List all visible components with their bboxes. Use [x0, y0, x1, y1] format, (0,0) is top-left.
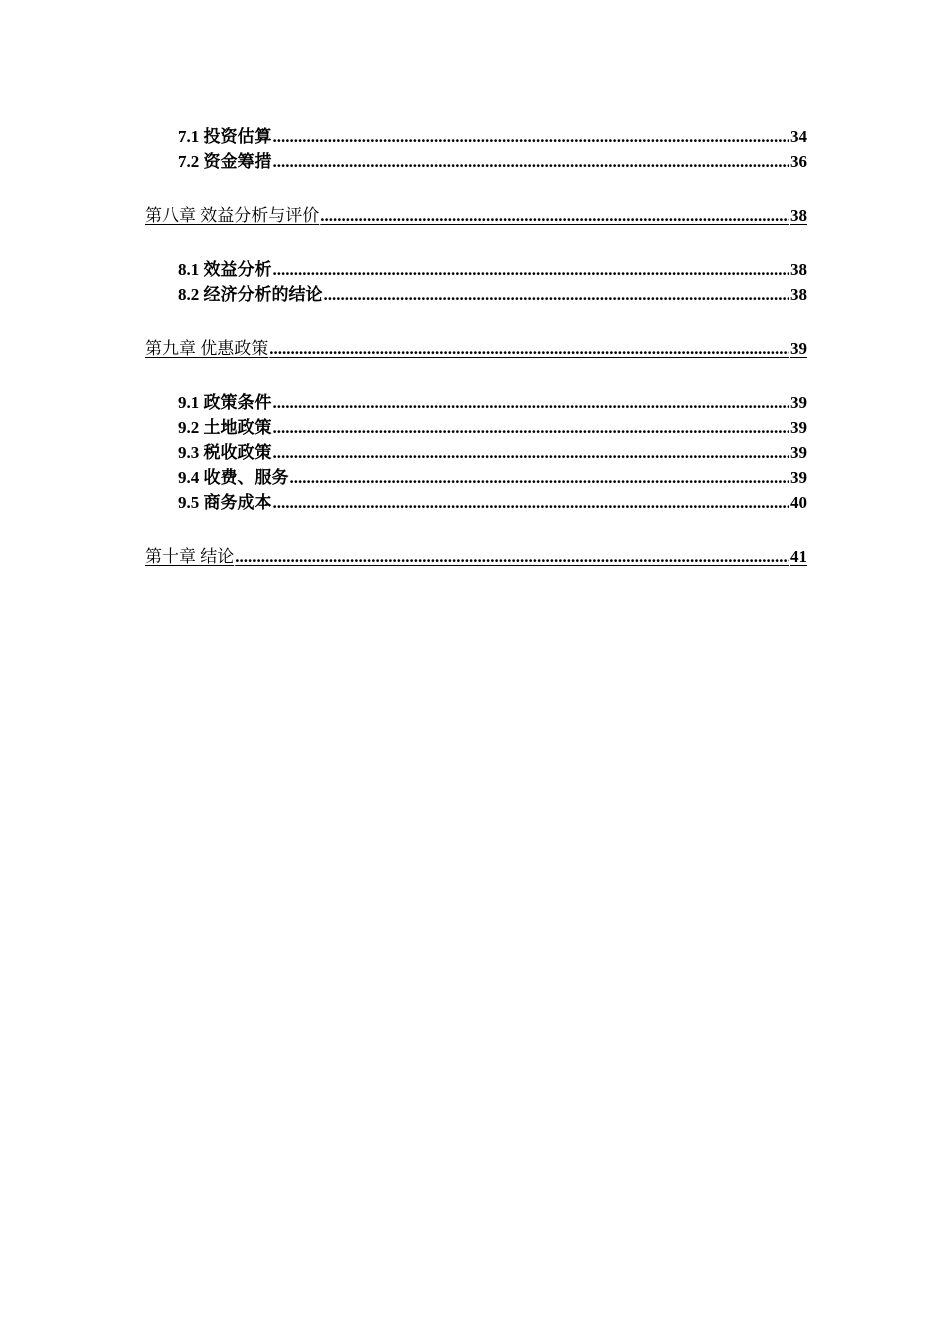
toc-chapter-label: 第九章 优惠政策	[145, 339, 269, 358]
toc-entry-9-5[interactable]	[145, 490, 807, 515]
toc-page-number: 34	[790, 127, 807, 146]
toc-page-number: 40	[790, 493, 807, 512]
dot-leader	[273, 415, 790, 440]
toc-entry-7-1[interactable]	[145, 124, 807, 149]
toc-entry-label: 9.5 商务成本	[178, 493, 272, 512]
toc-entry-chapter-8[interactable]	[145, 203, 807, 228]
toc-page-number: 38	[790, 260, 807, 279]
dot-leader	[320, 203, 789, 228]
dot-leader	[273, 149, 790, 174]
toc-chapter-label: 第八章 效益分析与评价	[145, 206, 320, 225]
toc-entry-8-1[interactable]	[145, 257, 807, 282]
toc-page-number: 39	[790, 468, 807, 487]
toc-page-number: 39	[790, 393, 807, 412]
dot-leader	[324, 282, 790, 307]
toc-entry-9-3[interactable]	[145, 440, 807, 465]
toc-page-number: 39	[790, 443, 807, 462]
toc-entry-label: 8.1 效益分析	[178, 260, 272, 279]
toc-entry-label: 7.1 投资估算	[178, 127, 272, 146]
toc-page-number: 39	[790, 418, 807, 437]
toc-entry-9-1[interactable]	[145, 390, 807, 415]
toc-entry-8-2[interactable]	[145, 282, 807, 307]
table-of-contents	[145, 124, 807, 569]
dot-leader	[273, 490, 790, 515]
dot-leader	[290, 465, 790, 490]
toc-entry-label: 9.4 收费、服务	[178, 468, 289, 487]
dot-leader	[235, 544, 789, 569]
toc-page-number: 39	[790, 339, 807, 358]
toc-entry-label: 7.2 资金筹措	[178, 152, 272, 171]
dot-leader	[273, 390, 790, 415]
dot-leader	[273, 124, 790, 149]
toc-entry-chapter-10[interactable]	[145, 544, 807, 569]
toc-entry-label: 9.3 税收政策	[178, 443, 272, 462]
toc-entry-label: 9.2 土地政策	[178, 418, 272, 437]
toc-entry-9-2[interactable]	[145, 415, 807, 440]
toc-entry-label: 8.2 经济分析的结论	[178, 285, 323, 304]
toc-page-number: 41	[790, 547, 807, 566]
toc-entry-label: 9.1 政策条件	[178, 393, 272, 412]
toc-chapter-label: 第十章 结论	[145, 547, 235, 566]
dot-leader	[273, 440, 790, 465]
toc-entry-9-4[interactable]	[145, 465, 807, 490]
toc-page-number: 38	[790, 285, 807, 304]
dot-leader	[273, 257, 790, 282]
dot-leader	[269, 336, 789, 361]
toc-page-number: 36	[790, 152, 807, 171]
toc-entry-7-2[interactable]	[145, 149, 807, 174]
toc-page-number: 38	[790, 206, 807, 225]
toc-entry-chapter-9[interactable]	[145, 336, 807, 361]
